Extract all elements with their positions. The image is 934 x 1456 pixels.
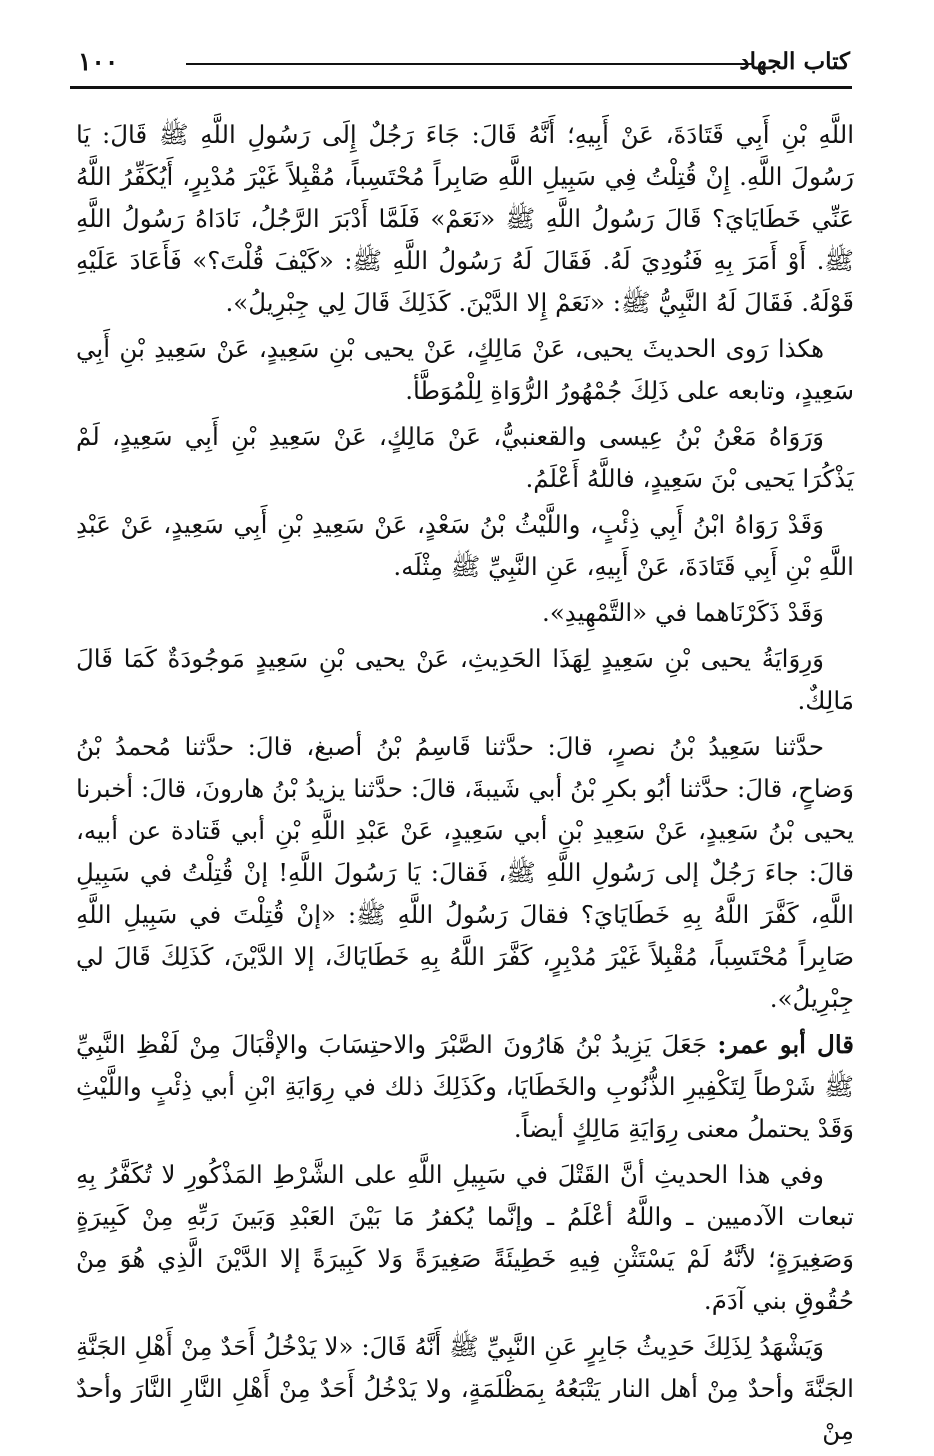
- header-dash: [186, 63, 754, 65]
- paragraph: وَيَشْهَدُ لِذَلِكَ حَدِيثُ جَابِرٍ عَنِ النَّبِيِّ ﷺ أَنَّهُ قَالَ: «لا يَدْخُلُ أَحَدٌ مِنْ أَهْلِ الجَنَّةِ الجَنَّةَ وأحدٌ مِنْ أهل النار يَتْبَعُهُ بِمَظْلَمَةٍ، ولا يَدْخُلُ أَحَدٌ مِنْ أَهْلِ النَّارِ النَّارَ وأحدٌ مِنْ: [76, 1332, 854, 1445]
- paragraph-abu-omar: [76, 1024, 854, 1150]
- chapter-title: كتاب الجهاد: [739, 48, 850, 75]
- abu-omar-text: جَعَلَ يَزِيدُ بْنُ هَارُونَ الصَّبْرَ والاحتِسَابَ والإقْبَالَ مِنْ لَفْظِ النَّبِيِّ ﷺ شَرْطاً لِتَكْفِيرِ الذُّنُوبِ والخَطَايَا، وكَذَلِكَ ذلك في رِوَايَةِ ابْنِ أبي ذِئْبٍ واللَّيْثِ وَقَدْ يحتملُ معنى رِوَايَةِ مَالِكٍ أيضاً.: [76, 1030, 854, 1143]
- paragraph: وَقَدْ رَوَاهُ ابْنُ أَبِي ذِئْبٍ، واللَّيْثُ بْنُ سَعْدٍ، عَنْ سَعِيدِ بْنِ أَبِي سَعِيدٍ، عَنْ عَبْدِ اللَّهِ بْنِ أَبِي قَتَادَةَ، عَنْ أَبِيهِ، عَنِ النَّبِيِّ ﷺ مِثْلَه.: [76, 510, 854, 581]
- paragraph: حدَّثنا سَعِيدُ بْنُ نصرٍ، قالَ: حدَّثنا قَاسِمُ بْنُ أصبغ، قالَ: حدَّثنا مُحمدُ بْنُ وَضاحٍ، قالَ: حدَّثنا أبُو بكرِ بْنُ أبي شَيبةَ، قالَ: حدَّثنا يزيدُ بْنُ هارونَ، قالَ: أخبرنا يحيى بْنُ سَعِيدٍ، عَنْ سَعِيدِ بْنِ أبي سَعِيدٍ، عَنْ عَبْدِ اللَّهِ بْنِ أبي قَتادة عن أبيه، قالَ: جاءَ رَجُلٌ إلى رَسُولِ اللَّهِ ﷺ، فَقالَ: يَا رَسُولَ اللَّهِ! إنْ قُتِلْتُ في سَبِيلِ اللَّهِ، كَفَّرَ اللَّهُ بِهِ خَطَايَايَ؟ فقالَ رَسُولُ اللَّهِ ﷺ: «إنْ قُتِلْتَ في سَبِيلِ اللَّهِ صَابِراً مُحْتَسِباً، مُقْبِلاً غَيْرَ مُدْبِرٍ، كَفَّرَ اللَّهُ بِهِ خَطَايَاكَ، إلا الدَّيْنَ، كَذَلِكَ قَالَ لي جِبْرِيلُ».: [76, 732, 854, 1013]
- page-header: [78, 44, 850, 80]
- paragraph: هكذا رَوى الحديثَ يحيى، عَنْ مَالِكٍ، عَنْ يحيى بْنِ سَعِيدٍ، عَنْ سَعِيدِ بْنِ أَبِي سَعِيدٍ، وتابعه على ذَلِكَ جُمْهُورُ الرُّوَاةِ لِلْمُوَطَّأ.: [76, 334, 854, 405]
- header-rule: [70, 86, 852, 89]
- paragraph: وفي هذا الحديثِ أنَّ القَتْلَ في سَبِيلِ اللَّهِ على الشَّرْطِ المَذْكُورِ لا تُكَفَّرُ بِهِ تبعات الآدميين ـ واللَّهُ أعْلَمُ ـ وإنَّما يُكفرُ مَا بَيْنَ العَبْدِ وَبَينَ رَبِّهِ مِنْ كَبِيرَةٍ وَصَغِيرَةٍ؛ لأنَّهُ لَمْ يَسْتَثْنِ فِيهِ خَطِيئَةً صَغِيرَةً وَلا كَبِيرَةً إلا الدَّيْنَ الَّذِي هُوَ مِنْ حُقُوقِ بني آدَمَ.: [76, 1160, 854, 1315]
- paragraph: وَقَدْ ذَكَرْنَاهما في «التَّمْهِيدِ».: [542, 598, 824, 627]
- paragraph: وَرِوَايَةُ يحيى بْنِ سَعِيدٍ لِهَذَا الحَدِيثِ، عَنْ يحيى بْنِ سَعِيدٍ مَوجُودَةٌ كَمَا قَالَ مَالِكٌ.: [76, 644, 854, 715]
- abu-omar-label: قال أبو عمر:: [717, 1030, 854, 1059]
- page-body: [76, 114, 854, 1456]
- page-number: ١٠٠: [78, 47, 119, 76]
- paragraph: اللَّهِ بْنِ أَبِي قَتَادَةَ، عَنْ أَبِيهِ؛ أَنَّهُ قَالَ: جَاءَ رَجُلٌ إِلَى رَسُولِ اللَّهِ ﷺ قَالَ: يَا رَسُولَ اللَّهِ. إِنْ قُتِلْتُ فِي سَبِيلِ اللَّهِ صَابِراً مُحْتَسِباً، مُقْبِلاً غَيْرَ مُدْبِرٍ، أَيُكَفِّرُ اللَّهُ عَنِّي خَطَايَايَ؟ قَالَ رَسُولُ اللَّهِ ﷺ «نَعَمْ» فَلَمَّا أَدْبَرَ الرَّجُلُ، نَادَاهُ رَسُولُ اللَّهِ ﷺ. أَوْ أَمَرَ بِهِ فَنُودِيَ لَهُ. فَقَالَ لَهُ رَسُولُ اللَّهِ ﷺ: «كَيْفَ قُلْتَ؟» فَأَعَادَ عَلَيْهِ قَوْلَهُ. فَقَالَ لَهُ النَّبِيُّ ﷺ: «نَعَمْ إِلا الدَّيْنَ. كَذَلِكَ قَالَ لِي جِبْرِيلُ».: [76, 120, 854, 317]
- paragraph: وَرَوَاهُ مَعْنُ بْنُ عِيسى والقعنبيُّ، عَنْ مَالِكٍ، عَنْ سَعِيدِ بْنِ أَبِي سَعِيدٍ، لَمْ يَذْكُرَا يَحيى بْنَ سَعِيدٍ، فاللَّهُ أَعْلَمُ.: [76, 422, 854, 493]
